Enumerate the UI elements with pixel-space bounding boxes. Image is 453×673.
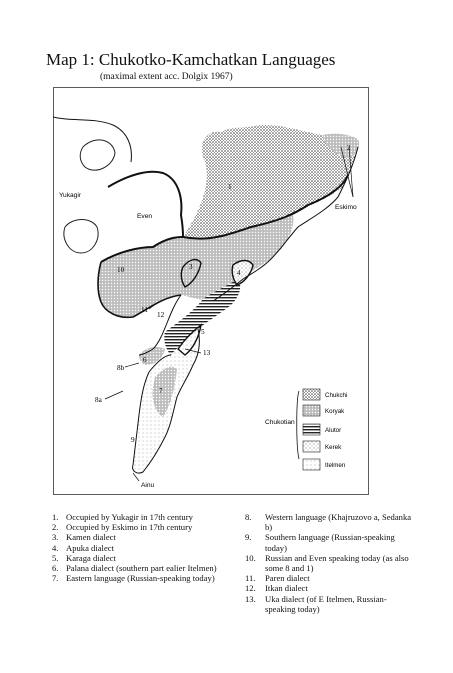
area-number-10: 10 (117, 266, 125, 274)
note-item: 11. Paren dialect (245, 573, 310, 584)
note-item: 7. Eastern language (Russian-speaking today) (52, 573, 215, 584)
label-chukotian: Chukotian (265, 419, 295, 426)
area-number-8b: 8b (117, 364, 125, 372)
map-figure (53, 87, 369, 495)
legend-label-koryak: Koryak (325, 408, 345, 415)
label-even: Even (137, 213, 153, 220)
area-number-4: 4 (237, 269, 241, 277)
note-item: 3. Kamen dialect (52, 532, 116, 543)
label-eskimo: Eskimo (335, 204, 357, 211)
note-item: 2. Occupied by Eskimo in 17th century (52, 522, 193, 533)
legend-swatch-itelmen (303, 459, 320, 470)
area-number-3: 3 (189, 263, 193, 271)
note-item: 6. Palana dialect (southern part ealier Itelmen) (52, 563, 217, 574)
legend-label-chukchi: Chukchi (325, 392, 348, 399)
map-canvas (53, 87, 369, 495)
note-item: 10. Russian and Even speaking today (as also some 8 and 1) (245, 552, 409, 574)
area-number-8a: 8a (95, 396, 102, 404)
label-yukagir: Yukagir (59, 192, 81, 199)
area-number-1: 1 (228, 183, 232, 191)
legend-swatch-koryak (303, 405, 320, 416)
map-subtitle: (maximal extent acc. Dolgix 1967) (100, 72, 233, 82)
area-number-7: 7 (159, 387, 163, 395)
notes-left-column (52, 512, 227, 583)
note-item: 1. Occupied by Yukagir in 17th century (52, 512, 193, 522)
legend-swatch-alutor (303, 424, 320, 435)
note-item: 13. Uka dialect (of E Itelmen, Russian-speaking today) (245, 593, 387, 614)
legend-label-alutor: Alutor (325, 427, 342, 434)
area-number-2: 2 (347, 144, 351, 152)
note-item: 9. Southern language (Russian-speaking today) (245, 532, 395, 553)
note-item: 12. Itkan dialect (245, 583, 308, 594)
area-number-12: 12 (157, 311, 165, 319)
legend-label-itelmen: Itelmen (325, 462, 346, 469)
note-item: 5. Karaga dialect (52, 552, 116, 563)
map-title: Map 1: Chukotko-Kamchatkan Languages (46, 50, 336, 69)
legend-label-kerek: Kerek (325, 444, 342, 451)
notes-right-column (245, 512, 415, 614)
area-number-9: 9 (131, 436, 135, 444)
legend-swatch-kerek (303, 441, 320, 452)
note-item: 4. Apuka dialect (52, 542, 114, 553)
area-number-11: 11 (141, 306, 148, 314)
label-ainu: Ainu (141, 482, 155, 489)
legend-swatch-chukchi (303, 389, 320, 400)
area-number-6: 6 (143, 356, 147, 364)
area-number-5: 5 (201, 328, 205, 336)
area-number-13: 13 (203, 349, 211, 357)
note-item: 8. Western language (Khajruzovo a, Sedanka b) (245, 512, 412, 533)
